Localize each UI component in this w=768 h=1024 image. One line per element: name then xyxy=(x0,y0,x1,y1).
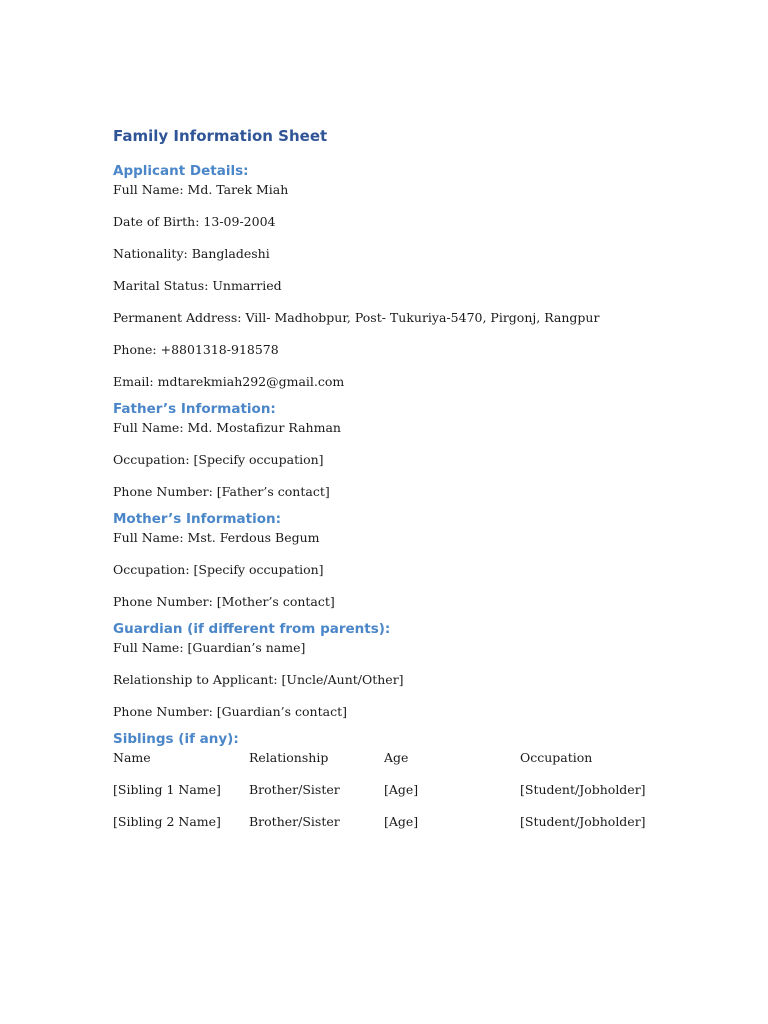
column-header-age: Age xyxy=(384,750,409,765)
sibling-occupation-cell: [Student/Jobholder] xyxy=(520,782,646,797)
applicant-phone: Phone: +8801318-918578 xyxy=(113,342,279,357)
document-title: Family Information Sheet xyxy=(113,127,328,145)
column-header-name: Name xyxy=(113,750,151,765)
applicant-full-name: Full Name: Md. Tarek Miah xyxy=(113,182,289,197)
applicant-heading: Applicant Details: xyxy=(113,163,249,179)
mother-occupation: Occupation: [Specify occupation] xyxy=(113,562,324,577)
guardian-relationship: Relationship to Applicant: [Uncle/Aunt/Other] xyxy=(113,672,404,687)
siblings-table xyxy=(113,750,673,846)
siblings-header-row xyxy=(113,750,673,782)
document-body xyxy=(113,124,673,846)
applicant-section xyxy=(113,160,673,390)
applicant-marital-status: Marital Status: Unmarried xyxy=(113,278,282,293)
guardian-section xyxy=(113,618,673,720)
guardian-heading: Guardian (if different from parents): xyxy=(113,621,391,637)
column-header-relationship: Relationship xyxy=(249,750,329,765)
father-phone: Phone Number: [Father’s contact] xyxy=(113,484,330,499)
mother-full-name: Full Name: Mst. Ferdous Begum xyxy=(113,530,320,545)
mother-phone: Phone Number: [Mother’s contact] xyxy=(113,594,335,609)
father-section xyxy=(113,398,673,500)
sibling-name-cell: [Sibling 2 Name] xyxy=(113,814,221,829)
applicant-email: Email: mdtarekmiah292@gmail.com xyxy=(113,374,345,389)
column-header-occupation: Occupation xyxy=(520,750,593,765)
applicant-date-of-birth: Date of Birth: 13-09-2004 xyxy=(113,214,276,229)
sibling-relationship-cell: Brother/Sister xyxy=(249,782,340,797)
table-row xyxy=(113,782,673,814)
father-full-name: Full Name: Md. Mostafizur Rahman xyxy=(113,420,341,435)
mother-heading: Mother’s Information: xyxy=(113,511,281,527)
applicant-nationality: Nationality: Bangladeshi xyxy=(113,246,270,261)
father-details xyxy=(113,420,673,500)
guardian-full-name: Full Name: [Guardian’s name] xyxy=(113,640,306,655)
father-occupation: Occupation: [Specify occupation] xyxy=(113,452,324,467)
sibling-occupation-cell: [Student/Jobholder] xyxy=(520,814,646,829)
mother-details xyxy=(113,530,673,610)
applicant-details xyxy=(113,182,673,390)
sibling-age-cell: [Age] xyxy=(384,782,419,797)
sibling-name-cell: [Sibling 1 Name] xyxy=(113,782,221,797)
sibling-age-cell: [Age] xyxy=(384,814,419,829)
guardian-phone: Phone Number: [Guardian’s contact] xyxy=(113,704,347,719)
siblings-section xyxy=(113,728,673,846)
table-row xyxy=(113,814,673,846)
siblings-heading: Siblings (if any): xyxy=(113,731,239,747)
father-heading: Father’s Information: xyxy=(113,401,276,417)
guardian-details xyxy=(113,640,673,720)
sibling-relationship-cell: Brother/Sister xyxy=(249,814,340,829)
mother-section xyxy=(113,508,673,610)
applicant-permanent-address: Permanent Address: Vill- Madhobpur, Post- Tukuriya-5470, Pirgonj, Rangpur xyxy=(113,310,600,325)
